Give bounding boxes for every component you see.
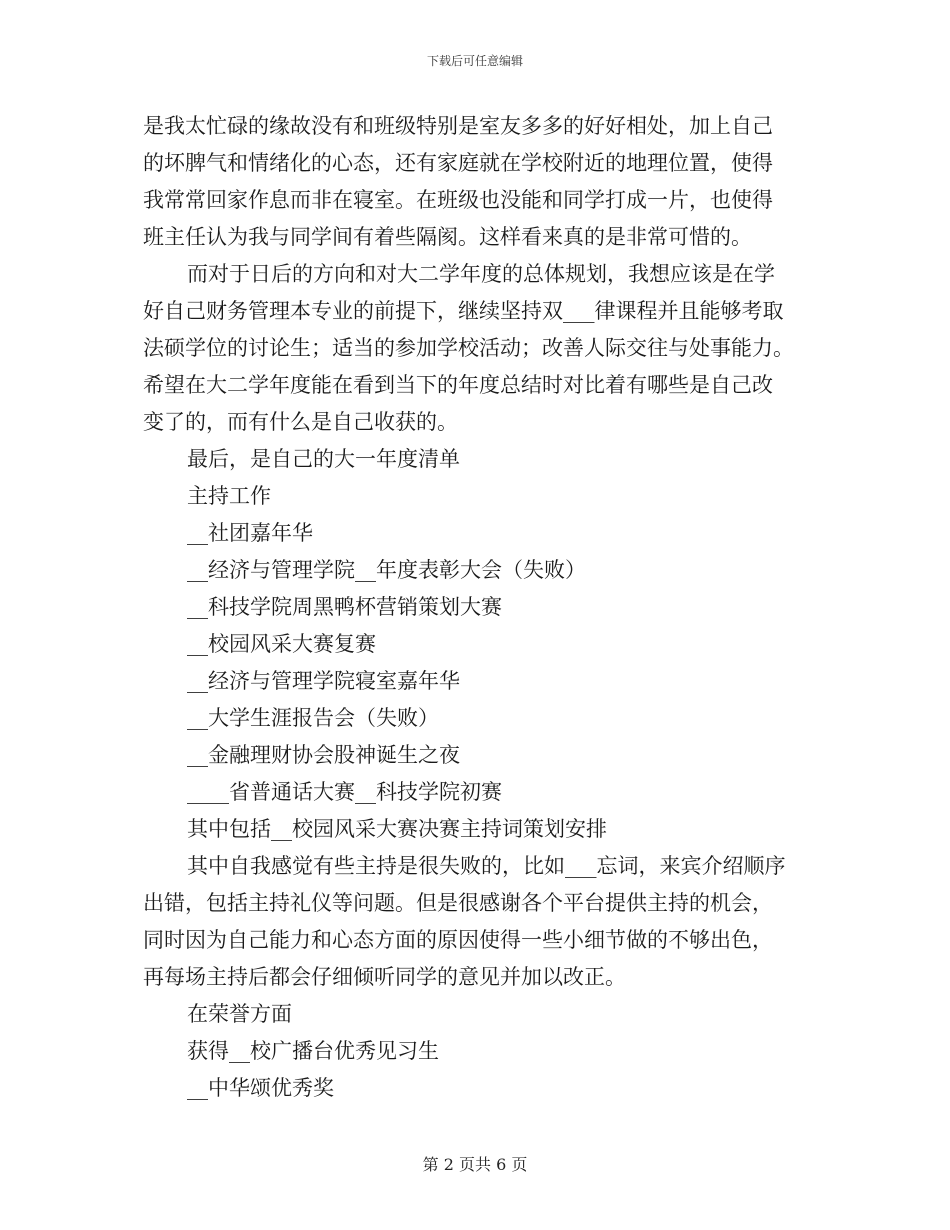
- text-line: 是我太忙碌的缘故没有和班级特别是室友多多的好好相处，加上自己: [143, 114, 773, 138]
- text-line: 在荣誉方面: [187, 1002, 292, 1026]
- text-line: 变了的，而有什么是自己收获的。: [143, 410, 458, 434]
- text-line: 好自己财务管理本专业的前提下，继续坚持双___律课程并且能够考取: [143, 299, 784, 323]
- list-item: ____省普通话大赛__科技学院初赛: [187, 780, 502, 804]
- list-item: __金融理财协会股神诞生之夜: [187, 743, 460, 767]
- list-item: 获得__校广播台优秀见习生: [187, 1039, 439, 1063]
- text-line: 其中包括__校园风采大赛决赛主持词策划安排: [187, 817, 607, 841]
- page-header: 下载后可任意编辑: [426, 54, 523, 68]
- text-line: 班主任认为我与同学间有着些隔阂。这样看来真的是非常可惜的。: [143, 225, 752, 249]
- list-item: __中华颂优秀奖: [187, 1076, 334, 1100]
- text-line: 我常常回家作息而非在寝室。在班级也没能和同学打成一片，也使得: [143, 188, 773, 212]
- document-body: [143, 108, 823, 1107]
- list-item: __经济与管理学院__年度表彰大会（失败）: [187, 558, 586, 582]
- text-line: 法硕学位的讨论生；适当的参加学校活动；改善人际交往与处事能力。: [143, 336, 794, 360]
- text-line: 最后，是自己的大一年度清单: [187, 447, 460, 471]
- list-item: __经济与管理学院寝室嘉年华: [187, 669, 460, 693]
- text-line: 希望在大二学年度能在看到当下的年度总结时对比着有哪些是自己改: [143, 373, 773, 397]
- text-line: 再每场主持后都会仔细倾听同学的意见并加以改正。: [143, 965, 626, 989]
- list-item: __大学生涯报告会（失败）: [187, 706, 439, 730]
- text-line: 其中自我感觉有些主持是很失败的，比如___忘词，来宾介绍顺序: [187, 854, 786, 878]
- text-line: 而对于日后的方向和对大二学年度的总体规划，我想应该是在学: [187, 262, 775, 286]
- page-number: 第 2 页共 6 页: [422, 1155, 528, 1174]
- list-item: __校园风采大赛复赛: [187, 632, 376, 656]
- list-item: __社团嘉年华: [187, 521, 313, 545]
- text-line: 出错，包括主持礼仪等问题。但是很感谢各个平台提供主持的机会，: [143, 891, 773, 915]
- list-item: __科技学院周黑鸭杯营销策划大赛: [187, 595, 502, 619]
- text-line: 同时因为自己能力和心态方面的原因使得一些小细节做的不够出色，: [143, 928, 773, 952]
- text-line: 主持工作: [187, 484, 271, 508]
- text-line: 的坏脾气和情绪化的心态，还有家庭就在学校附近的地理位置，使得: [143, 151, 773, 175]
